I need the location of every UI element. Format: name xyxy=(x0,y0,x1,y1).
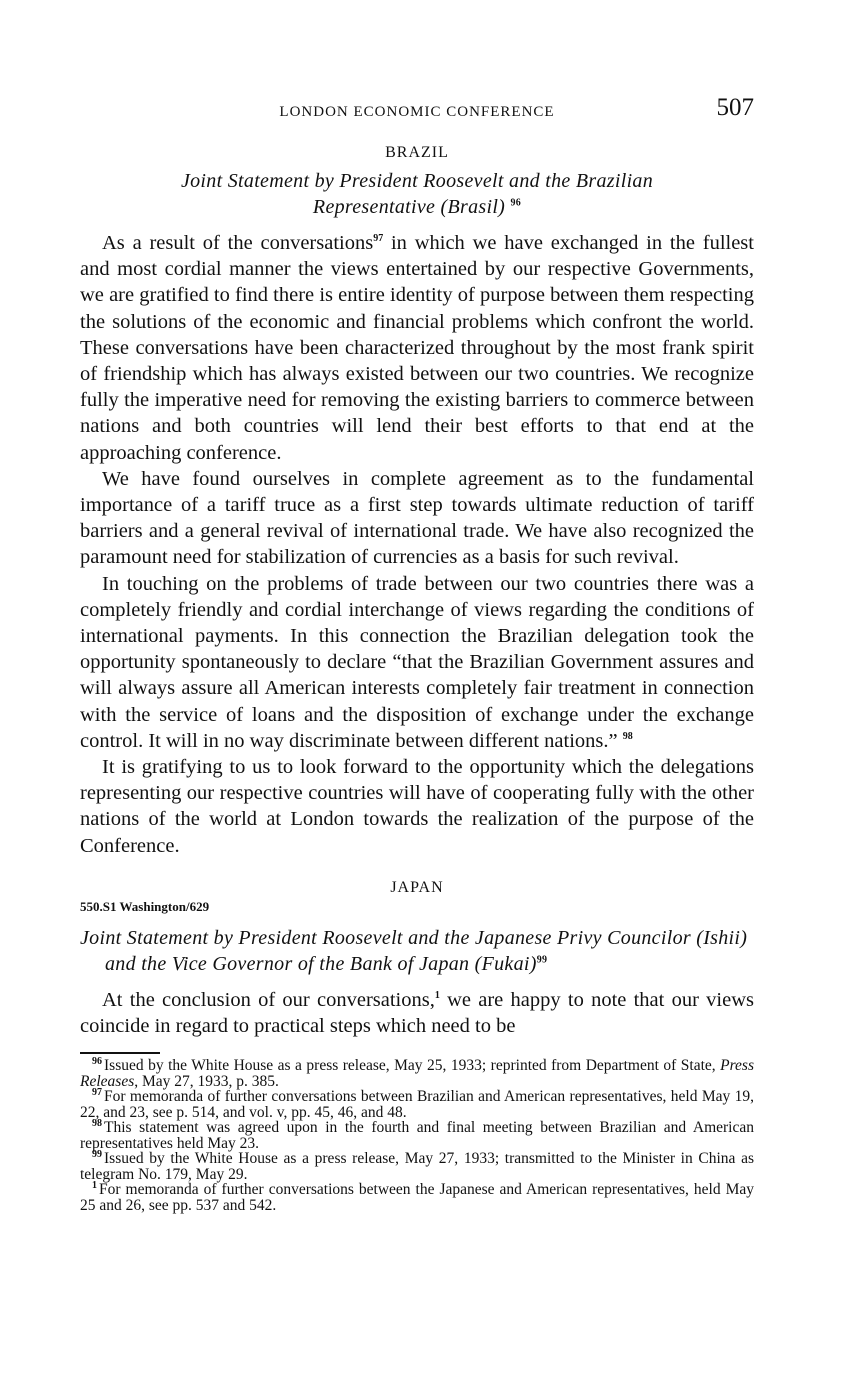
paragraph xyxy=(80,754,754,859)
footnote-mark: 97 xyxy=(92,1087,102,1099)
footnote-ref: 1 xyxy=(434,990,440,1002)
paragraph-text: we are happy to note that our views coincide in regard to practical steps which need to be xyxy=(80,988,755,1038)
footnote-text: , May 27, 1933, p. 385. xyxy=(134,1072,279,1090)
title-line-1: Joint Statement by President Roosevelt and the Brazilian xyxy=(180,170,654,192)
footnote-ref: 99 xyxy=(536,954,548,966)
footnote-text: This statement was agreed upon in the fourth and final meeting between Brazilian and American representatives held May 23. xyxy=(80,1119,754,1152)
footnote-text: Issued by the White House as a press release, May 25, 1933; reprinted from Department of State, xyxy=(104,1057,721,1075)
paragraph-text: It is gratifying to us to look forward to the opportunity which the delegations representing our respective countries will have of cooperating fully with the other nations of the world at London towards the realization of the purpose of the Conference. xyxy=(80,756,754,857)
paragraph-text: We have found ourselves in complete agreement as to the fundamental importance of a tariff truce as a first step towards ultimate reduction of tariff barriers and a general revival of international trade. We have also recognized the paramount need for stabilization of currencies as a basis for such revival. xyxy=(80,467,754,569)
footnote-text: Issued by the White House as a press release, May 27, 1933; transmitted to the Minister in China as telegram No. 179, May 29. xyxy=(80,1150,754,1183)
running-title: LONDON ECONOMIC CONFERENCE xyxy=(279,104,555,120)
paragraph xyxy=(80,230,754,466)
paragraph xyxy=(80,987,754,1039)
paragraph-text: At the conclusion of our conversations, xyxy=(102,988,435,1011)
japan-heading-block xyxy=(80,879,754,899)
footnote xyxy=(80,1151,754,1182)
footnote xyxy=(80,1120,754,1151)
footnote-ref: 97 xyxy=(373,233,384,245)
footnote-mark: 96 xyxy=(92,1056,102,1068)
paragraph xyxy=(80,466,754,571)
footnote-italic: Press Releases xyxy=(80,1057,754,1090)
page-number: 507 xyxy=(716,94,754,121)
paragraph-text: As a result of the conversations xyxy=(102,232,374,254)
document-page xyxy=(80,94,754,1213)
footnote-mark: 99 xyxy=(92,1149,102,1161)
document-title-japan xyxy=(80,925,754,977)
footnote xyxy=(80,1058,754,1089)
footnote-text: For memoranda of further conversations between the Japanese and American representatives, held May 25 and 26, see pp. 537 and 542. xyxy=(80,1181,754,1214)
title-text: Joint Statement by President Roosevelt and the Japanese Privy Councilor (Ishii) and the Vice Governor of the Bank of Japan (Fukai) xyxy=(80,926,748,975)
paragraph xyxy=(80,571,754,754)
paragraph-text: in which we have exchanged in the fullest and most cordial manner the views entertained by our respective Governments, we are gratified to find there is entire identity of purpose between them respecting the solutions of the economic and financial problems which confront the world. These conversations have been characterized throughout by the most frank spirit of friendship which has always existed between our two countries. We recognize fully the imperative need for removing the existing barriers to commerce between nations and both countries will lend their best efforts to that end at the approaching conference. xyxy=(80,232,754,464)
footnote-mark: 98 xyxy=(92,1118,102,1130)
section-heading-japan: JAPAN xyxy=(390,878,444,896)
footnote-ref: 96 xyxy=(510,197,522,209)
document-title-brazil xyxy=(80,168,754,220)
footnote-mark: 1 xyxy=(92,1180,97,1192)
footnote-text: For memoranda of further conversations between Brazilian and American representatives, held May 19, 22, and 23, see p. 514, and vol. v, pp. 45, 46, and 48. xyxy=(80,1088,754,1121)
footnote-divider xyxy=(80,1052,160,1054)
footnote-ref: 98 xyxy=(622,731,633,743)
section-heading-brazil: BRAZIL xyxy=(385,144,449,161)
file-reference: 550.S1 Washington/629 xyxy=(80,898,210,914)
running-header xyxy=(80,94,754,128)
title-line-2: Representative (Brasil) xyxy=(312,196,506,218)
footnote xyxy=(80,1182,754,1213)
paragraph-text: In touching on the problems of trade between our two countries there was a completely friendly and cordial interchange of views regarding the conditions of international payments. In this connection the Brazilian delegation took the opportunity spontaneously to declare “that the Brazilian Government assures and will always assure all American interests completely fair treatment in connection with the service of loans and the disposition of exchange under the exchange control. It will in no way discriminate between different nations.” xyxy=(80,572,754,752)
footnote xyxy=(80,1089,754,1120)
